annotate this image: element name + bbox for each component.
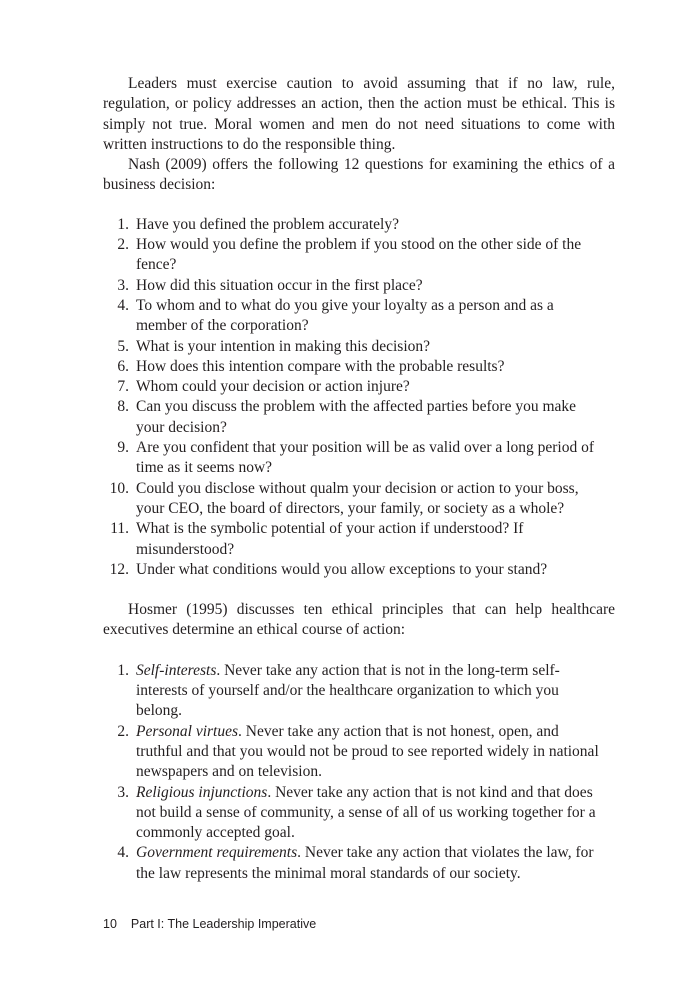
list-item-text: Whom could your decision or action injure? [136, 378, 410, 396]
list-number: 2. [117, 236, 129, 254]
body-paragraph: Leaders must exercise caution to avoid assuming that if no law, rule, regulation, or policy addresses an action, then the action must be ethical. This is simply not true. Moral women and men do not need situations to come with written instructions to do the responsible thing. [103, 75, 615, 153]
body-paragraph: Hosmer (1995) discusses ten ethical principles that can help healthcare executives determine an ethical course of action: [103, 601, 615, 639]
list-number: 9. [117, 439, 129, 457]
nash-questions-list [103, 215, 615, 580]
list-item-text: . Never take any action that is not kind and that does not build a sense of community, a sense of all of us working together for a commonly accepted goal. [136, 783, 596, 842]
list-number: 3. [117, 783, 129, 801]
list-item [117, 235, 615, 276]
page-number: 10 [103, 917, 117, 931]
list-item [117, 357, 615, 377]
list-item-text: Could you disclose without qualm your decision or action to your boss, your CEO, the board of directors, your family, or society as a whole? [136, 479, 579, 517]
principle-term: Self-interests [136, 661, 217, 679]
list-item [109, 560, 615, 580]
list-item-text: Are you confident that your position will be as valid over a long period of time as it seems now? [136, 439, 595, 477]
list-number: 7. [117, 378, 129, 396]
list-number: 6. [117, 357, 129, 375]
list-item [117, 215, 615, 235]
list-item-text: Can you discuss the problem with the affected parties before you make your decision? [136, 398, 577, 436]
list-number: 12. [109, 560, 129, 578]
list-item [117, 783, 615, 844]
list-item [117, 337, 615, 357]
list-item-text: . Never take any action that is not in the long-term self-interests of yourself and/or the healthcare organization to which you belong. [136, 661, 560, 720]
list-item [117, 843, 615, 884]
list-item [109, 479, 615, 520]
principle-term: Personal virtues [136, 722, 239, 740]
list-number: 4. [117, 296, 129, 314]
list-number: 1. [117, 215, 129, 233]
body-paragraph: Nash (2009) offers the following 12 questions for examining the ethics of a business decision: [103, 156, 615, 194]
list-number: 4. [117, 844, 129, 862]
list-item-text: Have you defined the problem accurately? [136, 215, 399, 233]
list-item-text: Under what conditions would you allow exceptions to your stand? [136, 560, 548, 578]
list-item [117, 397, 615, 438]
list-item-text: How would you define the problem if you stood on the other side of the fence? [136, 236, 582, 274]
list-item [117, 722, 615, 783]
list-item [117, 661, 615, 722]
list-number: 2. [117, 722, 129, 740]
principle-term: Religious injunctions [136, 783, 268, 801]
list-number: 5. [117, 337, 129, 355]
list-item [117, 296, 615, 337]
running-head: Part I: The Leadership Imperative [130, 917, 317, 931]
list-item [117, 438, 615, 479]
list-item-text: How did this situation occur in the first place? [136, 276, 423, 294]
principle-term: Government requirements [136, 844, 298, 862]
list-item-text: How does this intention compare with the probable results? [136, 357, 505, 375]
page-footer [103, 917, 316, 931]
list-item-text: . Never take any action that violates the law, for the law represents the minimal moral standards of our society. [136, 844, 594, 882]
list-number: 11. [110, 520, 129, 538]
list-item-text: What is the symbolic potential of your action if understood? If misunderstood? [136, 520, 524, 558]
hosmer-principles-list [103, 661, 615, 884]
list-number: 10. [109, 479, 129, 497]
list-item [110, 519, 615, 560]
list-item [117, 276, 615, 296]
list-number: 1. [117, 661, 129, 679]
list-item-text: . Never take any action that is not honest, open, and truthful and that you would not be proud to see reported widely in national newspapers and on television. [136, 722, 599, 781]
list-item-text: What is your intention in making this decision? [136, 337, 431, 355]
list-number: 3. [117, 276, 129, 294]
list-item-text: To whom and to what do you give your loyalty as a person and as a member of the corporation? [136, 296, 554, 335]
list-item [117, 377, 615, 397]
list-number: 8. [117, 398, 129, 416]
page-body [103, 74, 615, 884]
